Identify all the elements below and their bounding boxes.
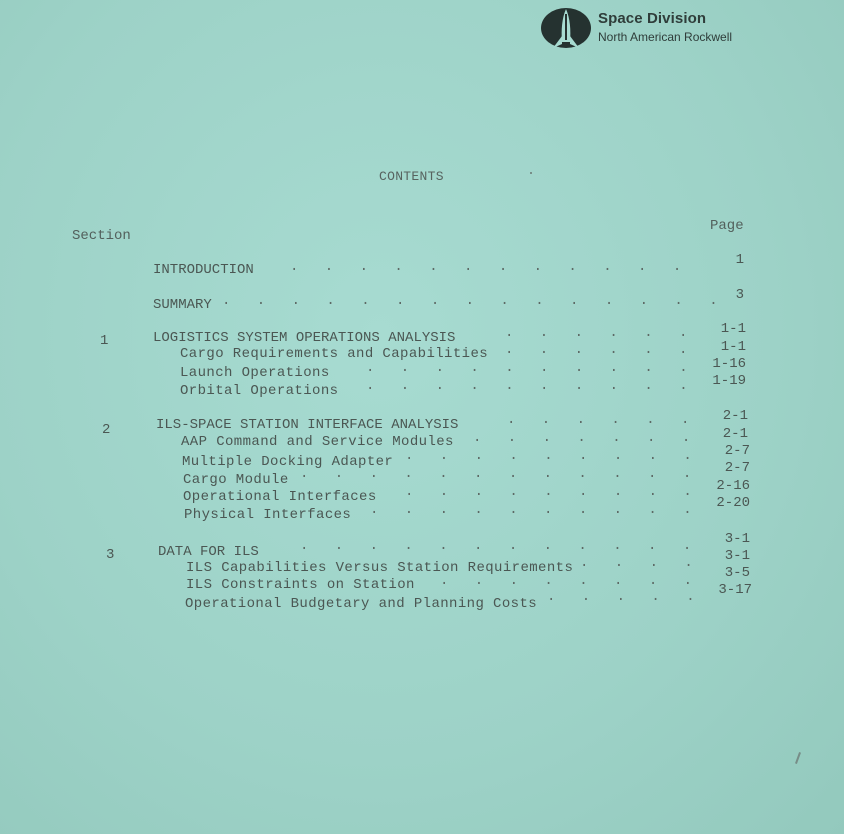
rocket-logo-icon (540, 6, 592, 50)
section-number: 2 (102, 422, 111, 438)
toc-page: 2-1 (722, 408, 748, 424)
toc-page: 2-20 (716, 495, 750, 511)
toc-page: 3-17 (718, 582, 752, 598)
toc-page: 3-1 (724, 548, 750, 564)
toc-entry-section-1 (153, 330, 455, 346)
toc-title: Multiple Docking Adapter (182, 454, 394, 470)
toc-page: 1-1 (720, 339, 746, 355)
leader-dots: . . . . . . . . . . (370, 502, 701, 518)
leader-dots: . . . . . . . . . . . . (290, 259, 691, 275)
toc-page: 2-16 (716, 478, 750, 494)
leader-dots: . . . . (580, 555, 702, 571)
leader-dots: . . . . . . . . . . . . . . . (222, 293, 727, 309)
toc-page: 3-1 (724, 531, 750, 547)
leader-dots: . . . . . . . . . (405, 484, 701, 500)
toc-title: Cargo Requirements and Capabilities (180, 346, 489, 362)
toc-entry-cargo-module (183, 472, 289, 488)
speck (530, 172, 532, 174)
pen-mark (795, 752, 801, 764)
toc-entry-ils-constraints (186, 577, 415, 593)
leader-dots: . . . . . . (507, 412, 699, 428)
page-column-header: Page (710, 218, 744, 234)
toc-title: Cargo Module (183, 472, 289, 488)
toc-title: AAP Command and Service Modules (181, 434, 454, 450)
leader-dots: . . . . . . . . . (405, 448, 701, 464)
toc-entry-operational-interfaces (183, 489, 377, 505)
toc-entry-section-3 (158, 544, 259, 560)
toc-entry-launch-operations (180, 365, 330, 381)
toc-entry-introduction (153, 262, 254, 278)
toc-entry-physical-interfaces (184, 507, 351, 523)
toc-page: 2-7 (724, 460, 750, 476)
toc-title: SUMMARY (153, 297, 212, 313)
leader-dots: . . . . . . . . . . (366, 360, 697, 376)
toc-entry-section-2 (156, 417, 458, 433)
toc-page: 2-1 (722, 426, 748, 442)
section-number: 1 (100, 333, 109, 349)
toc-title: ILS-SPACE STATION INTERFACE ANALYSIS (156, 417, 459, 433)
leader-dots: . . . . . . . . (440, 573, 702, 589)
toc-title: DATA FOR ILS (158, 544, 259, 560)
toc-page: 1-1 (720, 321, 746, 337)
leader-dots: . . . . . . . (473, 430, 700, 446)
toc-page: 3 (735, 287, 744, 303)
toc-title: Orbital Operations (180, 383, 339, 399)
toc-title: ILS Capabilities Versus Station Requirements (186, 560, 574, 576)
toc-page: 2-7 (724, 443, 750, 459)
company-name: North American Rockwell (598, 30, 733, 44)
section-number: 3 (106, 547, 115, 563)
section-column-header: Section (72, 228, 131, 244)
leader-dots: . . . . . . . . . . . . (300, 466, 701, 482)
leader-dots: . . . . . . (505, 342, 697, 358)
toc-title: LOGISTICS SYSTEM OPERATIONS ANALYSIS (153, 330, 456, 346)
toc-page: 1-16 (712, 356, 746, 372)
toc-title: Operational Interfaces (183, 489, 377, 505)
contents-title: CONTENTS (379, 169, 444, 184)
toc-title: Physical Interfaces (184, 507, 352, 523)
leader-dots: . . . . . (547, 589, 704, 605)
leader-dots: . . . . . . (505, 325, 697, 341)
leader-dots: . . . . . . . . . . (366, 378, 697, 394)
toc-title: Launch Operations (180, 365, 330, 381)
toc-entry-operational-budgetary (185, 596, 537, 612)
toc-page: 3-5 (724, 565, 750, 581)
toc-title: ILS Constraints on Station (186, 577, 415, 593)
toc-page: 1-19 (712, 373, 746, 389)
toc-title: Operational Budgetary and Planning Costs (185, 596, 538, 612)
toc-page: 1 (735, 252, 744, 268)
toc-entry-summary (153, 297, 212, 313)
toc-title: INTRODUCTION (153, 262, 254, 278)
toc-entry-orbital-operations (180, 383, 338, 399)
brand-block (598, 10, 732, 45)
leader-dots: . . . . . . . . . . . . (300, 538, 701, 554)
division-name: Space Division (598, 10, 707, 27)
